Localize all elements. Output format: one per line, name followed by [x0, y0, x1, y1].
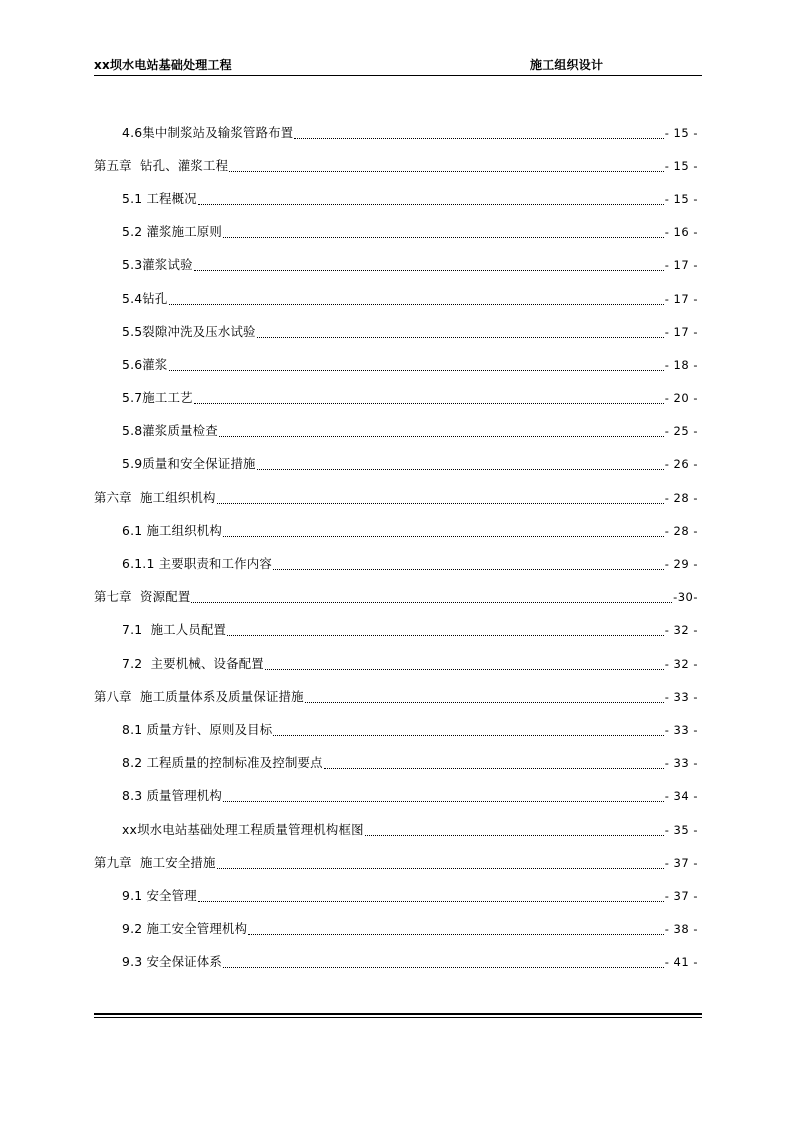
toc-entry[interactable] — [94, 581, 698, 614]
toc-entry-title: 9.2 施工安全管理机构 — [122, 921, 248, 937]
header-project-title: xx坝水电站基础处理工程 — [94, 58, 232, 72]
toc-entry[interactable] — [94, 647, 698, 680]
toc-entry[interactable] — [94, 249, 698, 282]
toc-entry-page-number: - 32 - — [664, 623, 698, 638]
toc-entry-page-number: - 32 - — [664, 656, 698, 671]
toc-dot-leader — [223, 236, 664, 238]
toc-entry-title: 5.4钻孔 — [122, 290, 168, 306]
toc-entry-page-number: - 41 - — [664, 955, 698, 970]
toc-entry-page-number: - 15 - — [664, 125, 698, 140]
toc-entry-title: 6.1.1 主要职责和工作内容 — [122, 556, 272, 572]
toc-dot-leader — [223, 966, 664, 968]
toc-entry[interactable] — [94, 913, 698, 946]
toc-entry[interactable] — [94, 846, 698, 879]
footer-rule-thin — [94, 1017, 702, 1018]
toc-entry[interactable] — [94, 614, 698, 647]
toc-entry-title: 5.8灌浆质量检查 — [122, 423, 218, 439]
toc-dot-leader — [169, 369, 664, 371]
toc-entry[interactable] — [94, 116, 698, 149]
header-rule — [94, 75, 702, 76]
toc-entry-title: 7.2 主要机械、设备配置 — [122, 655, 264, 671]
toc-dot-leader — [194, 402, 664, 404]
toc-entry-title: 第六章 施工组织机构 — [94, 489, 216, 505]
toc-dot-leader — [217, 502, 664, 504]
toc-dot-leader — [227, 634, 664, 636]
toc-entry-title: 9.3 安全保证体系 — [122, 954, 222, 970]
toc-entry-page-number: - 26 - — [664, 457, 698, 472]
toc-entry-page-number: - 33 - — [664, 689, 698, 704]
toc-entry[interactable] — [94, 348, 698, 381]
toc-entry[interactable] — [94, 514, 698, 547]
toc-entry-page-number: - 29 - — [664, 557, 698, 572]
toc-entry-page-number: - 17 - — [664, 258, 698, 273]
toc-entry[interactable] — [94, 481, 698, 514]
toc-entry-title: 第八章 施工质量体系及质量保证措施 — [94, 688, 304, 704]
toc-entry[interactable] — [94, 547, 698, 580]
toc-entry-title: 4.6集中制浆站及输浆管路布置 — [122, 124, 294, 140]
toc-entry[interactable] — [94, 747, 698, 780]
toc-entry-page-number: - 25 - — [664, 424, 698, 439]
toc-entry[interactable] — [94, 415, 698, 448]
toc-dot-leader — [294, 137, 663, 139]
toc-entry-title: 第九章 施工安全措施 — [94, 854, 216, 870]
toc-entry[interactable] — [94, 382, 698, 415]
toc-dot-leader — [229, 170, 664, 172]
toc-dot-leader — [257, 468, 664, 470]
toc-entry-page-number: - 37 - — [664, 855, 698, 870]
toc-entry-title: 6.1 施工组织机构 — [122, 522, 222, 538]
toc-entry-page-number: - 34 - — [664, 789, 698, 804]
toc-dot-leader — [305, 701, 664, 703]
toc-dot-leader — [257, 336, 664, 338]
toc-dot-leader — [198, 900, 664, 902]
toc-entry-page-number: - 33 - — [664, 756, 698, 771]
toc-entry[interactable] — [94, 680, 698, 713]
toc-entry-title: 8.2 工程质量的控制标准及控制要点 — [122, 755, 323, 771]
toc-entry[interactable] — [94, 813, 698, 846]
toc-dot-leader — [169, 303, 664, 305]
toc-entry-title: 5.3灌浆试验 — [122, 257, 193, 273]
toc-entry[interactable] — [94, 315, 698, 348]
toc-entry[interactable] — [94, 282, 698, 315]
toc-entry[interactable] — [94, 182, 698, 215]
toc-entry-page-number: - 28 - — [664, 490, 698, 505]
toc-dot-leader — [198, 203, 664, 205]
toc-entry-title: 5.9质量和安全保证措施 — [122, 456, 256, 472]
toc-dot-leader — [273, 568, 664, 570]
toc-entry[interactable] — [94, 946, 698, 979]
toc-dot-leader — [191, 601, 672, 603]
toc-entry-page-number: - 17 - — [664, 291, 698, 306]
toc-entry-page-number: -30- — [673, 590, 698, 605]
toc-entry-title: 5.5裂隙冲洗及压水试验 — [122, 323, 256, 339]
toc-entry-page-number: - 20 - — [664, 391, 698, 406]
toc-entry-page-number: - 16 - — [664, 225, 698, 240]
toc-entry-title: 5.7施工工艺 — [122, 390, 193, 406]
toc-entry[interactable] — [94, 879, 698, 912]
toc-entry-page-number: - 17 - — [664, 324, 698, 339]
toc-dot-leader — [219, 435, 664, 437]
toc-entry[interactable] — [94, 149, 698, 182]
toc-entry-page-number: - 15 - — [664, 158, 698, 173]
toc-entry-title: xx坝水电站基础处理工程质量管理机构框图 — [122, 821, 364, 837]
toc-entry[interactable] — [94, 713, 698, 746]
toc-entry[interactable] — [94, 780, 698, 813]
toc-dot-leader — [217, 867, 664, 869]
toc-dot-leader — [265, 668, 664, 670]
toc-entry-title: 5.2 灌浆施工原则 — [122, 224, 222, 240]
toc-dot-leader — [194, 269, 664, 271]
toc-entry-title: 7.1 施工人员配置 — [122, 622, 227, 638]
toc-dot-leader — [248, 933, 664, 935]
toc-entry-title: 8.3 质量管理机构 — [122, 788, 222, 804]
toc-entry-page-number: - 38 - — [664, 922, 698, 937]
toc-entry-page-number: - 35 - — [664, 822, 698, 837]
toc-entry-title: 9.1 安全管理 — [122, 887, 197, 903]
toc-entry-title: 8.1 质量方针、原则及目标 — [122, 721, 273, 737]
toc-entry[interactable] — [94, 448, 698, 481]
toc-dot-leader — [324, 767, 664, 769]
table-of-contents — [94, 116, 698, 979]
toc-entry-page-number: - 18 - — [664, 357, 698, 372]
toc-entry-page-number: - 37 - — [664, 888, 698, 903]
toc-entry-title: 第七章 资源配置 — [94, 589, 191, 605]
toc-dot-leader — [273, 734, 663, 736]
toc-dot-leader — [223, 535, 664, 537]
toc-dot-leader — [365, 834, 664, 836]
header-document-type: 施工组织设计 — [530, 58, 604, 72]
toc-entry-page-number: - 15 - — [664, 191, 698, 206]
page-header — [94, 56, 702, 74]
toc-dot-leader — [223, 800, 664, 802]
toc-entry-title: 5.1 工程概况 — [122, 190, 197, 206]
toc-entry[interactable] — [94, 216, 698, 249]
footer-rule-thick — [94, 1013, 702, 1015]
toc-entry-title: 第五章 钻孔、灌浆工程 — [94, 157, 229, 173]
toc-entry-title: 5.6灌浆 — [122, 356, 168, 372]
toc-entry-page-number: - 33 - — [664, 722, 698, 737]
toc-entry-page-number: - 28 - — [664, 523, 698, 538]
